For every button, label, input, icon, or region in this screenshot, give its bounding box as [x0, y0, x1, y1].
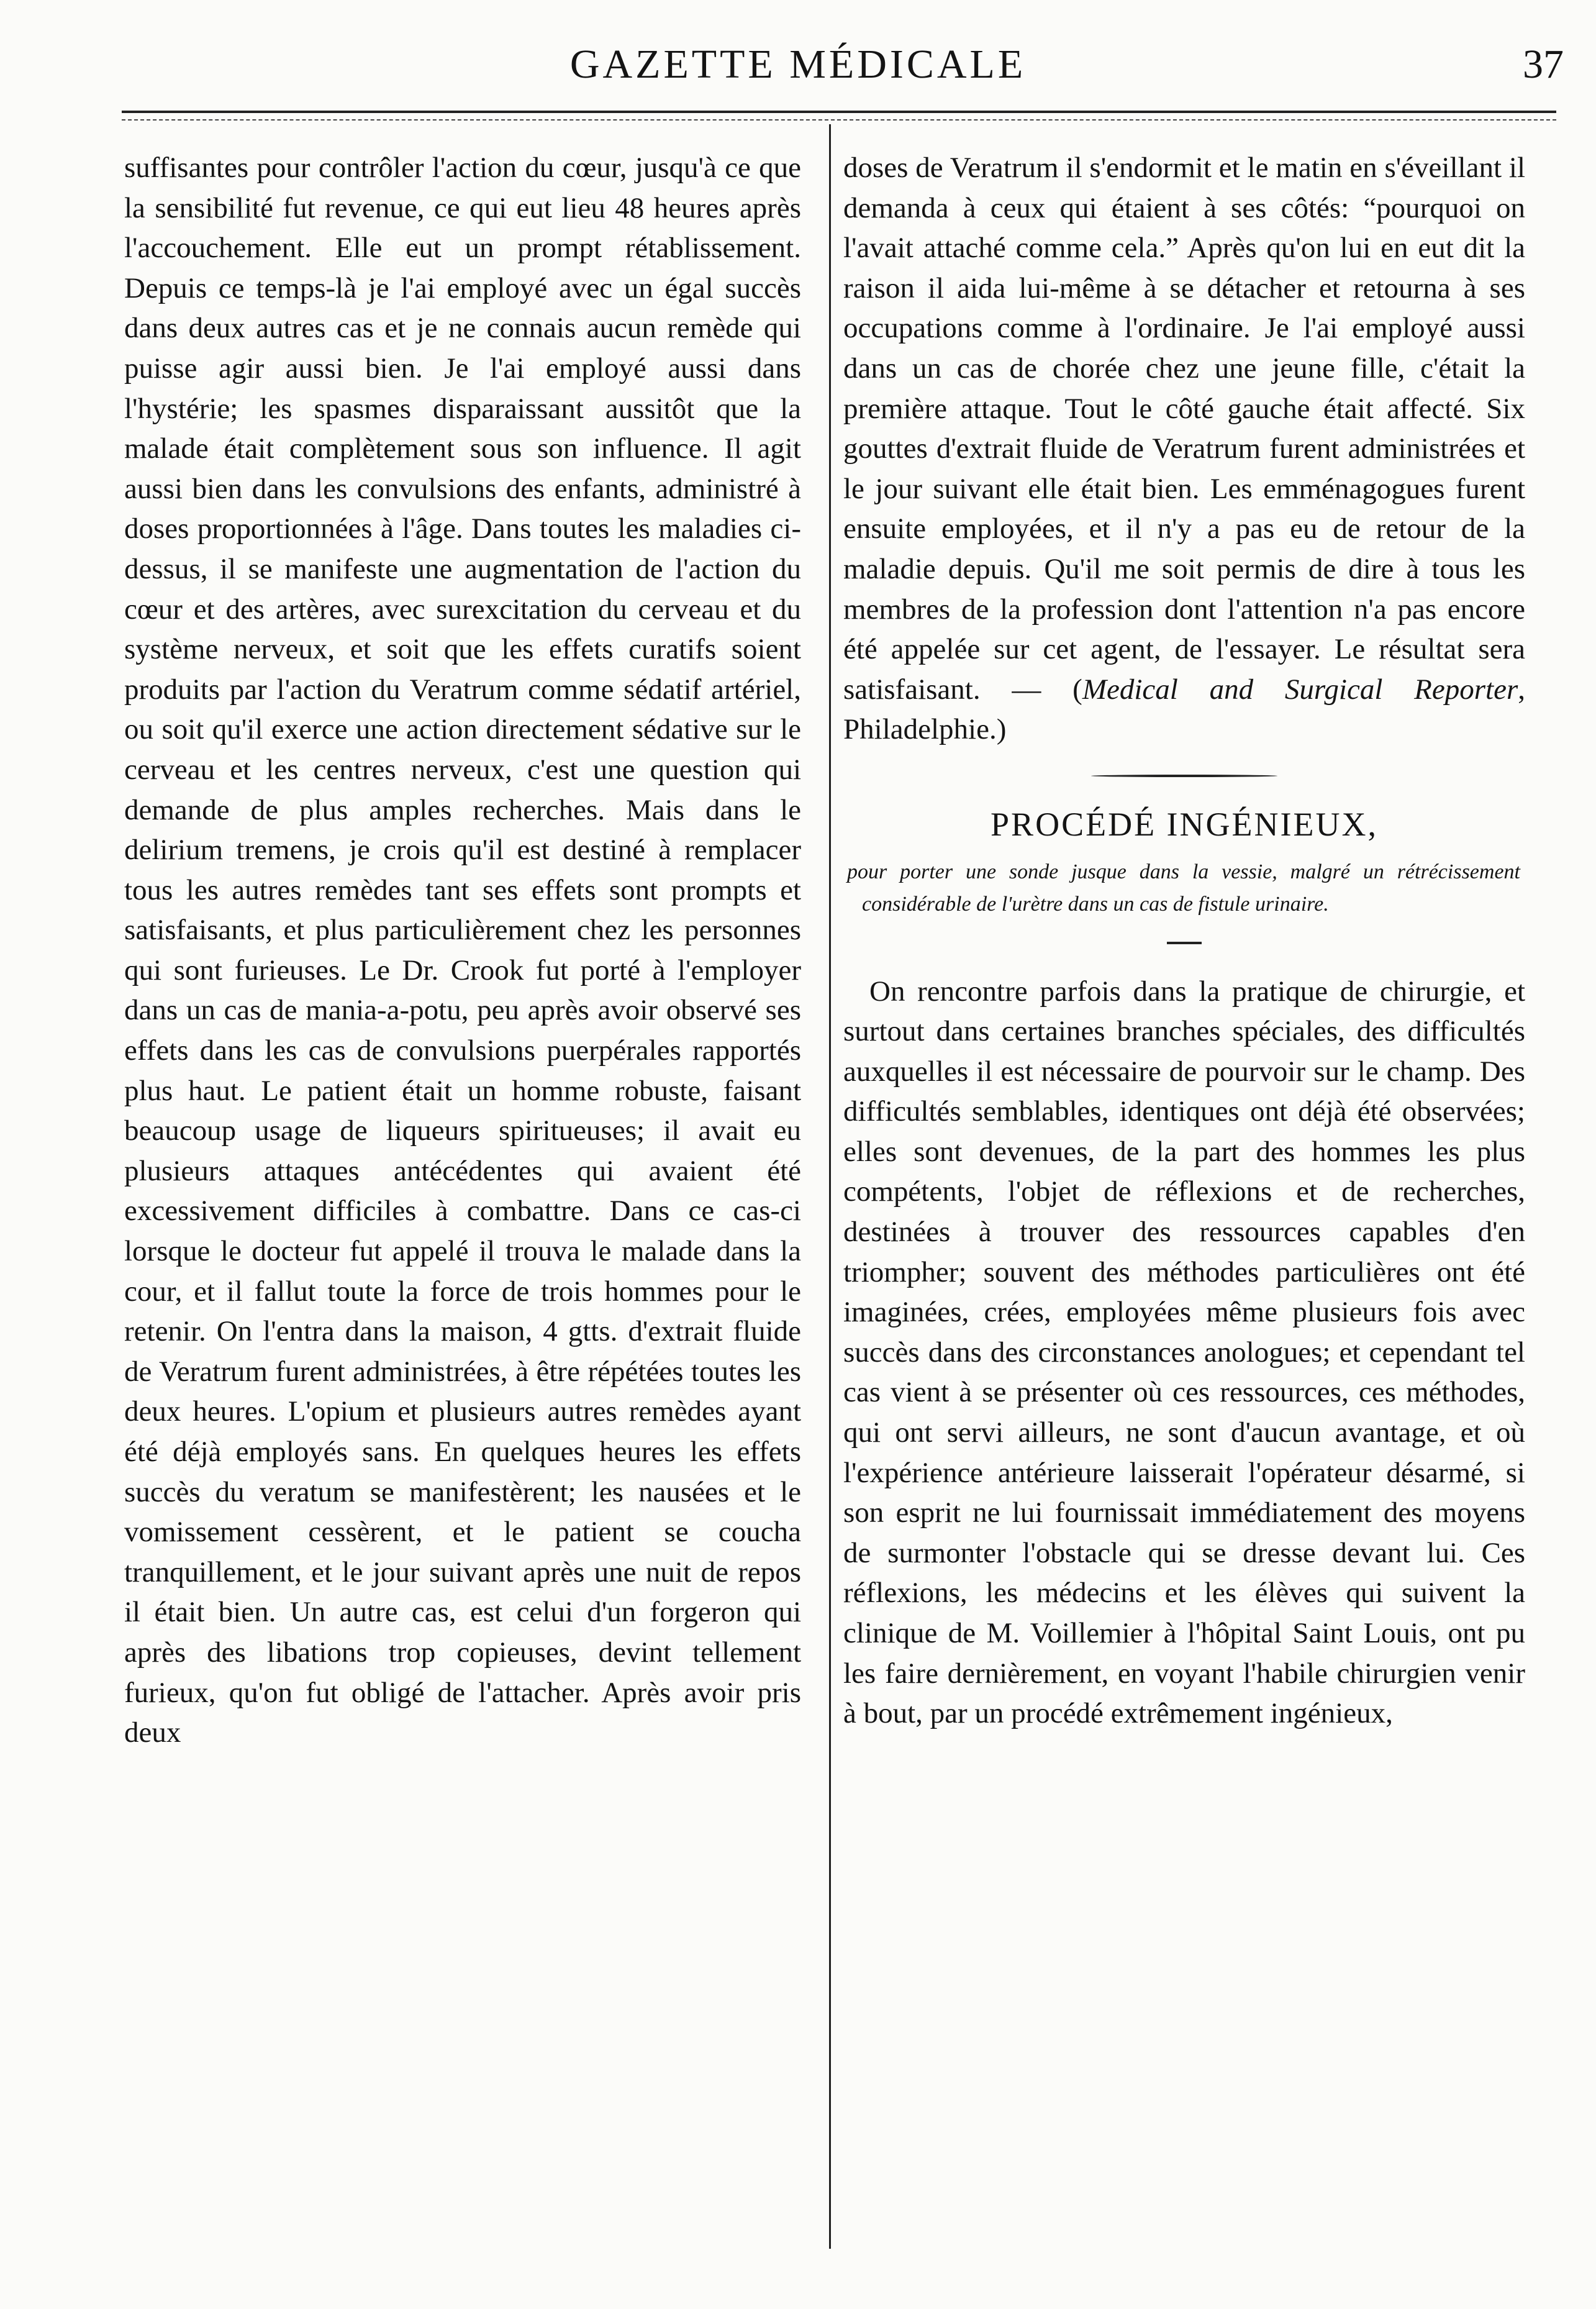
citation-end: , Philadelphie.) — [843, 673, 1525, 746]
page-header — [0, 39, 1596, 88]
journal-title: GAZETTE MÉDICALE — [569, 42, 1027, 87]
section-divider — [1167, 942, 1202, 944]
right-column — [843, 148, 1525, 1734]
column-separator — [829, 124, 831, 2249]
page-number: 37 — [1523, 42, 1564, 87]
section-body: On rencontre parfois dans la pratique de chirurgie, et surtout dans certaines branches spéciales, des difficultés auxquelles il est nécessaire de pourvoir sur le champ. Des difficultés semblables, identiques ont déjà été observées; elles sont devenues, de la part des hommes les plus compétents, l'objet de réflexions et de recherches, destinées à trouver des ressources capables d'en triompher; souvent des méthodes particulières ont été imaginées, crées, employées même plusieurs fois avec succès dans des circonstances anologues; et cependant tel cas vient à se présenter où ces ressources, ces méthodes, qui ont servi ailleurs, ne sont d'aucun avantage, et où l'expérience antérieure laisserait l'opérateur désarmé, si son esprit ne lui fournissait immédiatement des moyens de surmonter l'obstacle qui se dresse devant lui. Ces réflexions, les médecins et les élèves qui suivent la clinique de M. Voillemier à l'hôpital Saint Louis, ont pu les faire dernièrement, en voyant l'habile chirurgien venir à bout, par un procédé extrêmement ingénieux, — [843, 975, 1525, 1730]
left-column — [124, 148, 801, 1753]
header-rule-secondary — [122, 119, 1556, 121]
section-title: PROCÉDÉ INGÉNIEUX, — [991, 805, 1378, 843]
right-column-text: doses de Veratrum il s'endormit et le matin en s'éveillant il demanda à ceux qui étaient à ses côtés: “pourquoi on l'avait attaché comme cela.” Après qu'on lui en eut dit la raison il aida lui-même à se détacher et retourna à ses occupations comme à l'ordinaire. Je l'ai employé aussi dans un cas de chorée chez une jeune fille, c'était la première attaque. Tout le côté gauche était affecté. Six gouttes d'extrait fluide de Veratrum furent administrées et le jour suivant elle était bien. Les emménagogues furent ensuite employées, et il n'y a pas eu de retour de la maladie depuis. Qu'il me soit permis de dire à tous les membres de la profession dont l'attention n'a pas encore été appelée sur cet agent, de l'essayer. Le résultat sera satisfaisant. — ( — [843, 152, 1525, 706]
section-ornament — [1091, 773, 1277, 778]
right-column-paragraph — [843, 148, 1525, 750]
left-column-text: suffisantes pour contrôler l'action du cœur, jusqu'à ce que la sensibilité fut revenue, ce qui eut lieu 48 heures après l'accouchement. Elle eut un prompt rétablissement. Depuis ce temps-là je l'ai employé avec un égal succès dans deux autres cas et je ne connais aucun remède qui puisse agir aussi bien. Je l'ai employé aussi dans l'hystérie; les spasmes disparaissant aussitôt que la malade était complètement sous son influence. Il agit aussi bien dans les convulsions des enfants, administré à doses proportionnées à l'âge. Dans toutes les maladies ci-dessus, il se manifeste une augmentation de l'action du cœur et des artères, avec surexcitation du cerveau et du système nerveux, et soit que les effets curatifs soient produits par l'action du Veratrum comme sédatif artériel, ou soit qu'il exerce une action directement sédative sur le cerveau et les centres nerveux, c'est une question qui demande de plus amples recherches. Mais dans le delirium tremens, je crois qu'il est destiné à remplacer tous les autres remèdes tant ses effets sont prompts et satisfaisants, et plus particulièrement chez les personnes qui sont furieuses. Le Dr. Crook fut porté à l'employer dans un cas de mania-a-potu, peu après avoir observé ses effets dans les cas de convulsions puerpérales rapportés plus haut. Le patient était un homme robuste, faisant beaucoup usage de liqueurs spiritueuses; il avait eu plusieurs attaques antécédentes qui avaient été excessivement difficiles à combattre. Dans ce cas-ci lorsque le docteur fut appelé il trouva le malade dans la cour, et il fallut toute la force de trois hommes pour le retenir. On l'entra dans la maison, 4 gtts. d'extrait fluide de Veratrum furent administrées, à être répétées toutes les deux heures. L'opium et plusieurs autres remèdes ayant été déjà employés sans. En quelques heures les effets succès du veratum se manifestèrent; les nausées et le vomissement cessèrent, et le patient se coucha tranquillement, et le jour suivant après une nuit de repos il était bien. Un autre cas, est celui d'un forgeron qui après des libations trop copieuses, devint tellement furieux, qu'on fut obligé de l'attacher. Après avoir pris deux — [124, 152, 801, 1749]
section-subtitle: pour porter une sonde jusque dans la vessie, malgré un rétrécissement considérable de l'urètre dans un cas de fistule urinaire. — [847, 860, 1520, 916]
header-rule — [122, 111, 1556, 113]
citation-source: Medical and Surgical Reporter — [1082, 673, 1518, 706]
